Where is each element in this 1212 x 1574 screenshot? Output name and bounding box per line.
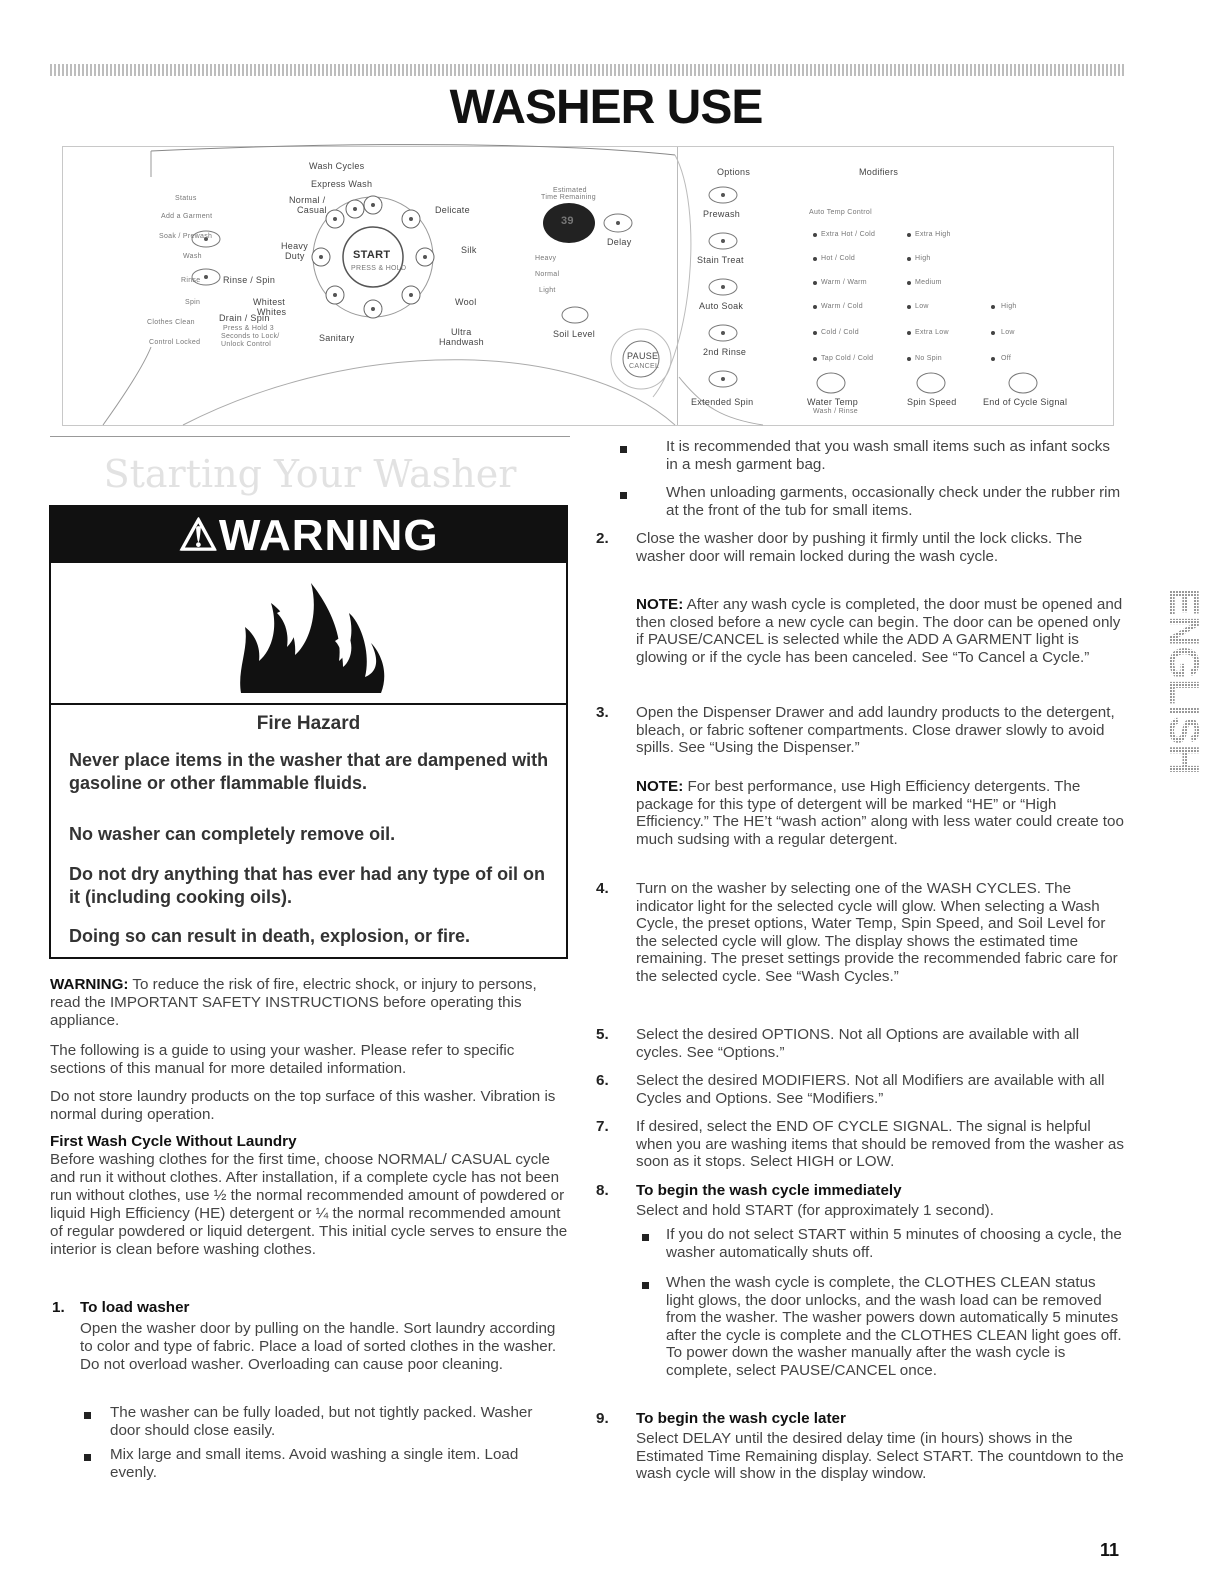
spin-high: High [915, 255, 931, 262]
step-4-text: Turn on the washer by selecting one of the WASH CYCLES. The indicator light for the selected cycle will glow. When selecting a Wash Cycle, the preset options, Water Temp, Spin Speed, and Soil Level for the selected cycle will glow. The display shows the estimated time remaining. The preset settings provide the recommended fabric care for the selected cycle. See “Wash Cycles.” [636, 880, 1118, 985]
soil-light: Light [539, 287, 556, 294]
press-hold-label: PRESS & HOLD [351, 265, 407, 272]
step-6-number: 6. [596, 1072, 609, 1089]
top-bullet-2: When unloading garments, occasionally check under the rubber rim at the front of the tub for small items. [666, 484, 1121, 519]
page-title: WASHER USE [449, 81, 763, 134]
step-1-bullet-1: The washer can be fully loaded, but not tightly packed. Washer door should close easily. [110, 1404, 533, 1439]
status-spin: Spin [185, 299, 201, 306]
delicate-label: Delicate [435, 205, 470, 215]
first-wash-heading: First Wash Cycle Without Laundry [50, 1133, 297, 1150]
step-7-number: 7. [596, 1118, 609, 1135]
drain-note-2: Seconds to Lock/ [221, 333, 280, 340]
duty-label: Duty [285, 251, 305, 261]
soil-level-button[interactable] [562, 307, 588, 323]
warning-paragraph-body: To reduce the risk of fire, electric shock, or injury to persons, read the IMPORTANT SAFETY INSTRUCTIONS before operating this appliance. [50, 976, 537, 1029]
second-rinse-label: 2nd Rinse [703, 347, 747, 357]
step-6-text: Select the desired MODIFIERS. Not all Modifiers are available with all Cycles and Options. See “Modifiers.” [636, 1072, 1105, 1107]
wash-cycles-label: Wash Cycles [309, 161, 365, 171]
step-3-number: 3. [596, 704, 609, 721]
estimated-label: Estimated [553, 187, 587, 194]
soil-normal: Normal [535, 271, 560, 278]
bullet-icon [620, 446, 627, 453]
start-label[interactable]: START [353, 249, 391, 261]
signal-off: Off [1001, 355, 1012, 362]
silk-label: Silk [461, 245, 477, 255]
warning-paragraph [50, 976, 570, 1030]
step-7-text: If desired, select the END OF CYCLE SIGNAL. The signal is helpful when you are washing items that should be removed from the washer as soon as it stops. Select HIGH or LOW. [636, 1118, 1124, 1171]
english-side-text: ENGLISH [1161, 588, 1208, 775]
status-soak: Soak / Prewash [159, 233, 213, 240]
warning-box [49, 505, 568, 959]
cancel-label: CANCEL [629, 363, 660, 370]
whitest-label: Whitest [253, 297, 286, 307]
step-3-text: Open the Dispenser Drawer and add laundry products to the detergent, bleach, or fabric softener compartments. Close drawer slowly to avoid spills. See “Using the Dispenser.” [636, 704, 1115, 757]
top-texture-band [50, 64, 1126, 76]
express-wash-label: Express Wash [311, 179, 373, 189]
step-3-note [636, 778, 1126, 848]
display-value: 39 [561, 215, 574, 227]
water-temp-label: Water Temp [807, 397, 859, 407]
handwash-label: Handwash [439, 337, 484, 347]
temp-cold: Cold / Cold [821, 329, 859, 336]
bullet-icon [642, 1282, 649, 1289]
warning-line-1: Never place items in the washer that are dampened with gasoline or other flammable fluids. [69, 750, 549, 793]
panel-divider [677, 147, 678, 425]
step-8-heading: To begin the wash cycle immediately [636, 1182, 902, 1199]
step-8-bullet-1: If you do not select START within 5 minutes of choosing a cycle, the washer automatically shuts off. [666, 1226, 1122, 1261]
warning-paragraph-label: WARNING: [50, 976, 129, 993]
control-panel-illustration [62, 146, 1114, 426]
status-add-garment: Add a Garment [161, 213, 213, 220]
spin-low: Low [915, 303, 929, 310]
step-8-text: Select and hold START (for approximately 1 second). [636, 1202, 994, 1219]
pause-label: PAUSE [627, 351, 659, 361]
step-9-heading: To begin the wash cycle later [636, 1410, 846, 1427]
fire-hazard-icon [231, 573, 391, 697]
step-3-note-body: For best performance, use High Efficiency detergents. The package for this type of detergent will be marked “HE” or “High Efficiency.” The HE’t “wash action” along with less water could create too much sudsing with a regular detergent. [636, 778, 1124, 848]
drain-spin-label: Drain / Spin [219, 313, 270, 323]
english-side-tab [1152, 586, 1208, 775]
auto-soak-label: Auto Soak [699, 301, 744, 311]
status-wash: Wash [183, 253, 202, 260]
normal-label: Normal / [289, 195, 326, 205]
warning-line-4: Doing so can result in death, explosion, or fire. [69, 926, 471, 946]
sanitary-label: Sanitary [319, 333, 355, 343]
temp-extra-hot: Extra Hot / Cold [821, 231, 876, 238]
end-signal-label: End of Cycle Signal [983, 397, 1068, 407]
step-1-heading: To load washer [80, 1299, 190, 1316]
step-8-bullet-2: When the wash cycle is complete, the CLOTHES CLEAN status light glows, the door unlocks, and the wash load can be removed from the washer. The washer powers down automatically 5 minutes after the cycle is complete and the CLOTHES CLEAN light goes off. To power down the washer manually after the wash cycle is complete, select PAUSE/CANCEL once. [666, 1274, 1122, 1379]
ultra-label: Ultra [451, 327, 472, 337]
temp-hot: Hot / Cold [821, 255, 856, 262]
warning-line-3: Do not dry anything that has ever had any type of oil on it (including cooking oils). [69, 864, 546, 907]
status-control-locked: Control Locked [149, 339, 201, 346]
note-label: NOTE: [636, 778, 684, 795]
soil-level-label: Soil Level [553, 329, 596, 339]
step-2-number: 2. [596, 530, 609, 547]
options-label: Options [717, 167, 751, 177]
bullet-icon [642, 1234, 649, 1241]
step-5-text: Select the desired OPTIONS. Not all Options are available with all cycles. See “Options.” [636, 1026, 1080, 1061]
step-2-note [636, 596, 1126, 666]
delay-label: Delay [607, 237, 632, 247]
temp-warm-cold: Warm / Cold [821, 303, 863, 310]
step-1-body: Open the washer door by pulling on the handle. Sort laundry according to color and type of fabric. Place a load of sorted clothes in the washer. Do not overload washer. Overloading can cause poor cleaning. [80, 1320, 557, 1373]
stain-treat-label: Stain Treat [697, 255, 744, 265]
casual-label: Casual [297, 205, 327, 215]
whites-label: Whites [257, 307, 287, 317]
step-8-number: 8. [596, 1182, 609, 1199]
auto-temp-label: Auto Temp Control [809, 209, 872, 216]
storage-paragraph: Do not store laundry products on the top surface of this washer. Vibration is normal during operation. [50, 1088, 556, 1123]
step-1-bullet-2: Mix large and small items. Avoid washing a single item. Load evenly. [110, 1446, 519, 1481]
bullet-icon [84, 1412, 91, 1419]
status-label: Status [175, 195, 197, 202]
warning-triangle-icon: ⚠ [178, 511, 219, 560]
time-remaining-label: Time Remaining [541, 194, 596, 201]
note-label: NOTE: [636, 596, 684, 613]
temp-tap-cold: Tap Cold / Cold [821, 355, 874, 362]
status-rinse: Rinse [181, 277, 201, 284]
warning-label: WARNING [218, 511, 439, 560]
signal-high: High [1001, 303, 1017, 310]
wool-label: Wool [455, 297, 477, 307]
step-4-number: 4. [596, 880, 609, 897]
guide-paragraph: The following is a guide to using your washer. Please refer to specific sections of this manual for more detailed information. [50, 1042, 515, 1077]
panel-lines [63, 147, 1115, 427]
spin-speed-label: Spin Speed [907, 397, 957, 407]
first-wash-body: Before washing clothes for the first time, choose NORMAL/ CASUAL cycle and run it without clothes. After installation, if a complete cycle has not been run without clothes, use ½ the normal recommended amount of powdered or liquid High Efficiency (HE) detergent or ¼ the normal recommended amount of regular powdered or liquid detergent. This initial cycle serves to ensure the interior is clean before washing clothes. [50, 1151, 568, 1258]
drain-note-3: Unlock Control [221, 341, 272, 348]
spin-none: No Spin [915, 355, 943, 362]
prewash-label: Prewash [703, 209, 741, 219]
water-temp-sub: Wash / Rinse [813, 408, 858, 415]
step-5-number: 5. [596, 1026, 609, 1043]
drain-note-1: Press & Hold 3 [223, 325, 274, 332]
section-heading: Starting Your Washer [103, 452, 517, 496]
spin-extra-low: Extra Low [915, 329, 949, 336]
bullet-icon [84, 1454, 91, 1461]
fire-hazard-title: Fire Hazard [256, 713, 361, 734]
warning-divider [51, 703, 566, 705]
step-9-text: Select DELAY until the desired delay time (in hours) shows in the Estimated Time Remaining display. Select START. The countdown to the wash cycle will show in the display window. [636, 1430, 1124, 1483]
temp-warm-warm: Warm / Warm [821, 279, 867, 286]
soil-heavy: Heavy [535, 255, 557, 262]
top-bullet-1: It is recommended that you wash small items such as infant socks in a mesh garment bag. [666, 438, 1110, 473]
bullet-icon [620, 492, 627, 499]
warning-banner [51, 507, 566, 563]
rinse-spin-label: Rinse / Spin [223, 275, 276, 285]
spin-extra-high: Extra High [915, 231, 951, 238]
page-number: 11 [1100, 1540, 1120, 1560]
modifiers-label: Modifiers [859, 167, 899, 177]
signal-low: Low [1001, 329, 1015, 336]
extended-spin-label: Extended Spin [691, 397, 754, 407]
step-2-text: Close the washer door by pushing it firmly until the lock clicks. The washer door will remain locked during the wash cycle. [636, 530, 1083, 565]
step-9-number: 9. [596, 1410, 609, 1427]
step-2-note-body: After any wash cycle is completed, the door must be opened and then closed before a new cycle can begin. The door can be opened only if PAUSE/CANCEL is selected while the ADD A GARMENT light is glowing or if the cycle has been canceled. See “To Cancel a Cycle.” [636, 596, 1123, 666]
step-1-number: 1. [52, 1299, 65, 1316]
section-rule [50, 436, 570, 437]
warning-line-2: No washer can completely remove oil. [69, 824, 396, 844]
status-clothes-clean: Clothes Clean [147, 319, 195, 326]
spin-medium: Medium [915, 279, 942, 286]
heavy-label: Heavy [281, 241, 309, 251]
